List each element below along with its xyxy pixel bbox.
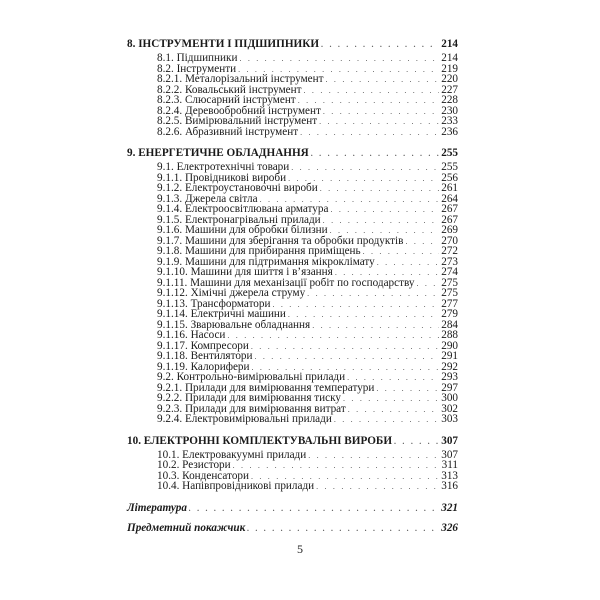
dot-leader — [247, 523, 439, 535]
toc-entry-page: 290 — [441, 339, 458, 352]
dot-leader — [323, 216, 440, 227]
toc-entry-label: 8.2. Інструменти — [157, 62, 237, 75]
dot-leader — [319, 117, 439, 128]
toc-entry-page: 274 — [441, 266, 458, 278]
toc-entry-page: 288 — [441, 329, 458, 341]
toc-item — [127, 53, 458, 64]
dot-leader — [320, 184, 439, 195]
toc-entry-page: 214 — [441, 38, 458, 50]
dot-leader — [330, 205, 439, 216]
toc-entry-label: 9.1.9. Машини для підтримання мікроклімату — [157, 255, 375, 268]
dot-leader — [308, 451, 439, 462]
dot-leader — [316, 482, 439, 493]
toc-entry-label: 9.1.17. Компресори — [157, 339, 249, 352]
toc-entry-label: 9.1.1. Провідникові вироби — [157, 171, 287, 184]
dot-leader — [323, 107, 439, 118]
toc-entry-page: 269 — [441, 224, 458, 236]
toc-entry-page: 292 — [441, 360, 458, 373]
toc-item — [127, 393, 458, 404]
toc-section-heading — [127, 147, 458, 159]
dot-leader — [334, 415, 439, 426]
dot-leader — [394, 436, 439, 448]
toc-entry-page: 220 — [441, 73, 458, 85]
toc-entry-label: 9.2.4. Електровимірювальні прилади — [157, 413, 332, 425]
toc-entry-page: 219 — [441, 62, 458, 75]
toc-entry-page: 300 — [441, 392, 458, 404]
dot-leader — [239, 54, 439, 65]
dot-leader — [255, 352, 440, 363]
toc-entry-label: 8.2.3. Слюсарний інструмент — [157, 94, 296, 106]
toc-entry-page: 293 — [441, 371, 458, 383]
toc-entry-label: 8.2.2. Ковальський інструмент — [157, 83, 302, 96]
toc-entry-page: 307 — [441, 448, 458, 461]
toc-entry-page: 321 — [441, 501, 458, 514]
toc-entry-label: 9.1.7. Машини для зберігання та обробки продуктів — [157, 234, 404, 247]
toc-item — [127, 225, 458, 236]
dot-leader — [304, 86, 440, 97]
toc-entry-page: 279 — [441, 308, 458, 320]
table-of-contents — [127, 38, 458, 542]
toc-entry-page: 227 — [441, 83, 458, 96]
dot-leader — [343, 394, 439, 405]
toc-entry-page: 228 — [441, 94, 458, 106]
toc-entry-page: 326 — [441, 521, 458, 534]
toc-entry-page: 264 — [441, 192, 458, 205]
toc-entry-page: 255 — [441, 147, 458, 159]
dot-leader — [288, 310, 439, 321]
dot-leader — [189, 503, 439, 515]
toc-entry-label: 10. ЕЛЕКТРОННІ КОМПЛЕКТУВАЛЬНІ ВИРОБИ — [127, 434, 393, 447]
toc-section-heading — [127, 435, 458, 447]
toc-item — [127, 95, 458, 106]
toc-entry-label: 9. ЕНЕРГЕТИЧНЕ ОБЛАДНАННЯ — [127, 147, 309, 159]
toc-entry-page: 302 — [441, 402, 458, 415]
toc-entry-label: 8.1. Підшипники — [157, 52, 238, 64]
toc-entry-page: 272 — [441, 245, 458, 257]
toc-entry-page: 297 — [441, 381, 458, 394]
toc-entry-page: 270 — [441, 234, 458, 247]
toc-item — [127, 162, 458, 173]
dot-leader — [312, 321, 439, 332]
toc-entry-page: 313 — [441, 469, 458, 482]
toc-item — [127, 74, 458, 85]
dot-leader — [376, 384, 439, 395]
toc-entry-page: 233 — [441, 115, 458, 127]
toc-entry-page: 277 — [441, 297, 458, 310]
toc-entry-label: 9.1.15. Зварювальне обладнання — [157, 318, 311, 331]
toc-entry-label: 9.1.19. Калорифери — [157, 360, 250, 373]
toc-entry-page: 230 — [441, 104, 458, 117]
dot-leader — [348, 405, 439, 416]
toc-entry-page: 284 — [441, 318, 458, 331]
toc-item — [127, 267, 458, 278]
dot-leader — [272, 300, 439, 311]
toc-entry-label: 9.1.8. Машини для прибирання приміщень — [157, 245, 361, 257]
toc-item — [127, 309, 458, 320]
toc-entry-label: 9.1. Електротехнічні товари — [157, 161, 290, 173]
toc-entry-label: 10.3. Конденсатори — [157, 469, 249, 482]
toc-backmatter-entry — [127, 502, 458, 514]
toc-entry-label: 9.2.1. Прилади для вимірювання температури — [157, 381, 375, 394]
toc-entry-label: 9.1.2. Електроустановочні вироби — [157, 182, 318, 194]
toc-entry-label: 9.2.3. Прилади для вимірювання витрат — [157, 402, 346, 415]
toc-entry-label: 9.1.13. Трансформатори — [157, 297, 271, 310]
toc-item — [127, 414, 458, 425]
toc-item — [127, 204, 458, 215]
dot-leader — [251, 342, 439, 353]
toc-entry-page: 307 — [441, 434, 458, 447]
dot-leader — [307, 289, 439, 300]
toc-entry-label: Предметний покажчик — [127, 521, 246, 534]
toc-entry-label: 8.2.1. Металорізальний інструмент — [157, 73, 324, 85]
toc-entry-page: 275 — [441, 276, 458, 289]
toc-entry-page: 303 — [441, 413, 458, 425]
toc-entry-label: 8.2.5. Вимірювальний інструмент — [157, 115, 318, 127]
toc-entry-label: 9.1.10. Машини для шиття і в’язання — [157, 266, 333, 278]
toc-item — [127, 116, 458, 127]
toc-entry-page: 255 — [441, 161, 458, 173]
toc-section-heading — [127, 38, 458, 50]
toc-item — [127, 183, 458, 194]
toc-item — [127, 246, 458, 257]
toc-entry-label: 9.1.18. Вентилятори — [157, 350, 253, 362]
toc-entry-label: 10.1. Електровакуумні прилади — [157, 448, 307, 461]
dot-leader — [405, 237, 439, 248]
toc-entry-page: 267 — [441, 203, 458, 215]
toc-entry-page: 316 — [441, 480, 458, 492]
toc-entry-page: 267 — [441, 213, 458, 226]
toc-entry-page: 214 — [441, 52, 458, 64]
toc-item — [127, 460, 458, 471]
dot-leader — [417, 279, 440, 290]
toc-entry-label: 9.2. Контрольно-вимірювальні прилади — [157, 371, 346, 383]
toc-entry-label: 9.1.4. Електроосвітлювана арматура — [157, 203, 329, 215]
dot-leader — [311, 148, 439, 160]
toc-entry-label: 9.2.2. Прилади для вимірювання тиску — [157, 392, 342, 404]
dot-leader — [233, 461, 440, 472]
toc-backmatter-entry — [127, 522, 458, 534]
toc-entry-label: 9.1.11. Машини для механізації робіт по господарству — [157, 276, 415, 289]
toc-item — [127, 288, 458, 299]
dot-leader — [291, 163, 439, 174]
toc-sections — [127, 38, 458, 492]
toc-entry-label: 10.4. Напівпровідникові прилади — [157, 480, 315, 492]
toc-section — [127, 435, 458, 492]
dot-leader — [326, 75, 440, 86]
toc-entry-label: Література — [127, 501, 187, 514]
toc-section — [127, 147, 458, 425]
toc-backmatter — [127, 502, 458, 534]
toc-entry-label: 8. ІНСТРУМЕНТИ І ПІДШИПНИКИ — [127, 38, 320, 50]
toc-entry-label: 9.1.12. Хімічні джерела струму — [157, 287, 306, 299]
toc-item — [127, 351, 458, 362]
toc-entry-page: 275 — [441, 287, 458, 299]
toc-entry-page: 291 — [441, 350, 458, 362]
toc-item — [127, 127, 458, 138]
toc-entry-page: 261 — [441, 182, 458, 194]
dot-leader — [321, 39, 439, 51]
page-number: 5 — [297, 542, 303, 556]
toc-entry-page: 311 — [441, 459, 458, 471]
toc-entry-page: 256 — [441, 171, 458, 184]
toc-entry-label: 9.1.16. Насоси — [157, 329, 226, 341]
dot-leader — [377, 258, 440, 269]
dot-leader — [227, 331, 439, 342]
toc-entry-page: 273 — [441, 255, 458, 268]
toc-item — [127, 330, 458, 341]
toc-entry-label: 9.1.3. Джерела світла — [157, 192, 258, 205]
toc-entry-label: 9.1.6. Машини для обробки білизни — [157, 224, 328, 236]
toc-item — [127, 372, 458, 383]
toc-entry-label: 8.2.4. Деревообробний інструмент — [157, 104, 321, 117]
toc-entry-label: 9.1.14. Електричні машини — [157, 308, 286, 320]
dot-leader — [300, 128, 439, 139]
toc-entry-label: 10.2. Резистори — [157, 459, 231, 471]
toc-entry-label: 9.1.5. Електронагрівальні прилади — [157, 213, 321, 226]
toc-section — [127, 38, 458, 137]
toc-entry-label: 8.2.6. Абразивний інструмент — [157, 125, 299, 138]
toc-item — [127, 481, 458, 492]
toc-entry-page: 236 — [441, 125, 458, 138]
